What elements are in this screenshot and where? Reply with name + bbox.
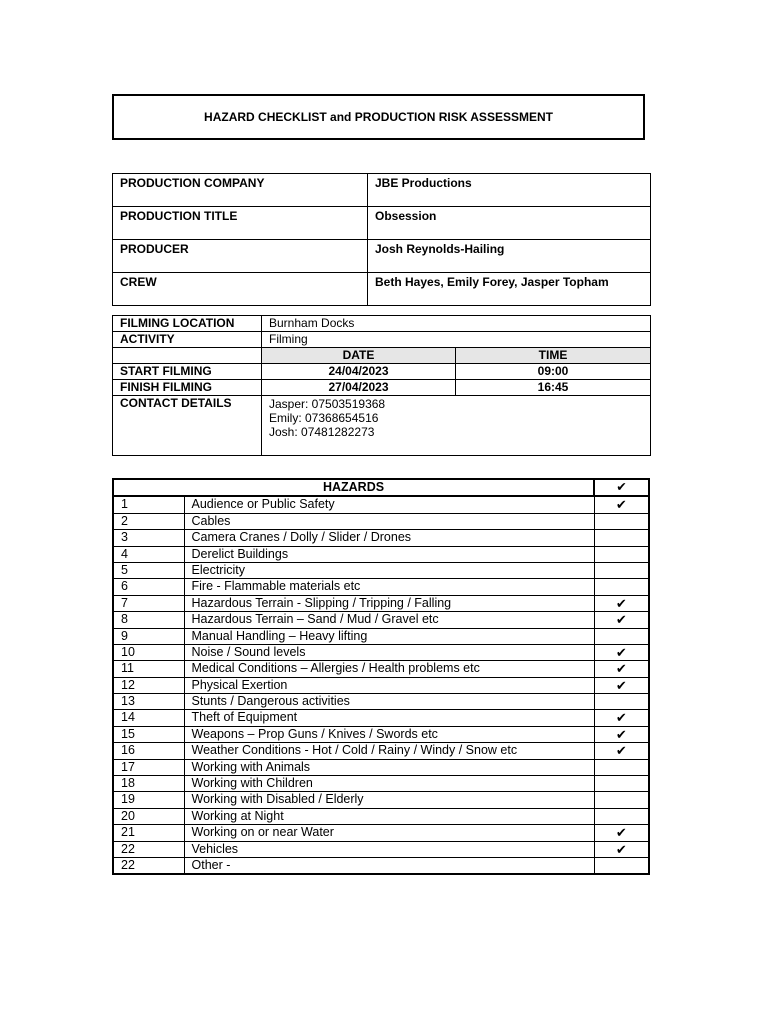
- hazard-label: Weather Conditions - Hot / Cold / Rainy / Windy / Snow etc: [184, 743, 594, 759]
- hazard-label: Working with Disabled / Elderly: [184, 792, 594, 808]
- hazard-number: 7: [113, 595, 184, 611]
- start-row: [113, 364, 651, 380]
- hazard-number: 17: [113, 759, 184, 775]
- hazard-check-cell: [594, 743, 649, 759]
- hazard-check-cell: [594, 710, 649, 726]
- hazard-row: [113, 710, 649, 726]
- hazard-number: 8: [113, 612, 184, 628]
- hazard-row: [113, 661, 649, 677]
- hazard-number: 3: [113, 530, 184, 546]
- hazard-number: 21: [113, 825, 184, 841]
- hazards-header-row: [113, 479, 649, 496]
- production-label: PRODUCER: [113, 240, 368, 273]
- hazard-number: 1: [113, 496, 184, 513]
- hazard-number: 16: [113, 743, 184, 759]
- hazard-row: [113, 841, 649, 857]
- production-row: [113, 174, 651, 207]
- hazard-check-cell: [594, 759, 649, 775]
- hazard-check-cell: [594, 579, 649, 595]
- hazard-check-cell: [594, 808, 649, 824]
- checkmark-icon: ✔: [615, 612, 627, 628]
- hazard-check-cell: [594, 546, 649, 562]
- start-label: START FILMING: [113, 364, 262, 380]
- hazard-label: Working with Animals: [184, 759, 594, 775]
- hazard-number: 6: [113, 579, 184, 595]
- production-label: CREW: [113, 273, 368, 306]
- hazard-label: Working with Children: [184, 776, 594, 792]
- contact-line: Emily: 07368654516: [269, 411, 379, 425]
- hazard-label: Stunts / Dangerous activities: [184, 694, 594, 710]
- hazards-table: [112, 478, 650, 875]
- checkmark-icon: ✔: [615, 841, 627, 857]
- start-date: 24/04/2023: [262, 364, 456, 380]
- hazard-check-cell: [594, 792, 649, 808]
- finish-row: [113, 380, 651, 396]
- hazard-row: [113, 726, 649, 742]
- hazard-label: Working at Night: [184, 808, 594, 824]
- checkmark-icon: ✔: [615, 677, 627, 693]
- production-value: Obsession: [368, 207, 651, 240]
- production-value: JBE Productions: [368, 174, 651, 207]
- date-time-header-row: [113, 348, 651, 364]
- hazard-check-cell: [594, 694, 649, 710]
- hazard-row: [113, 759, 649, 775]
- hazard-label: Vehicles: [184, 841, 594, 857]
- checkmark-icon: ✔: [615, 661, 627, 677]
- checkmark-icon: ✔: [615, 644, 627, 660]
- finish-label: FINISH FILMING: [113, 380, 262, 396]
- activity-label: ACTIVITY: [113, 332, 262, 348]
- hazard-number: 13: [113, 694, 184, 710]
- hazard-label: Working on or near Water: [184, 825, 594, 841]
- contact-details: [262, 396, 651, 456]
- checkmark-icon: ✔: [615, 726, 627, 742]
- hazard-label: Derelict Buildings: [184, 546, 594, 562]
- hazard-row: [113, 825, 649, 841]
- hazard-row: [113, 579, 649, 595]
- check-header-icon: ✔: [594, 479, 649, 496]
- blank-cell: [113, 348, 262, 364]
- hazard-label: Physical Exertion: [184, 677, 594, 693]
- hazard-row: [113, 628, 649, 644]
- hazard-check-cell: [594, 513, 649, 529]
- hazard-number: 11: [113, 661, 184, 677]
- hazard-row: [113, 677, 649, 693]
- hazard-check-cell: [594, 595, 649, 611]
- hazard-row: [113, 513, 649, 529]
- hazard-check-cell: [594, 825, 649, 841]
- hazard-number: 22: [113, 841, 184, 857]
- hazard-row: [113, 595, 649, 611]
- hazard-number: 18: [113, 776, 184, 792]
- document-title: HAZARD CHECKLIST and PRODUCTION RISK ASSESSMENT: [112, 94, 645, 140]
- production-row: [113, 273, 651, 306]
- hazard-check-cell: [594, 661, 649, 677]
- hazards-header: HAZARDS: [113, 479, 594, 496]
- hazard-check-cell: [594, 857, 649, 874]
- hazard-row: [113, 612, 649, 628]
- hazard-number: 14: [113, 710, 184, 726]
- contact-label: CONTACT DETAILS: [113, 396, 262, 456]
- production-value: Josh Reynolds-Hailing: [368, 240, 651, 273]
- filming-details-table: [112, 315, 651, 456]
- hazard-number: 22: [113, 857, 184, 874]
- hazard-check-cell: [594, 612, 649, 628]
- hazard-row: [113, 530, 649, 546]
- hazard-check-cell: [594, 644, 649, 660]
- checkmark-icon: ✔: [615, 743, 627, 759]
- hazard-row: [113, 644, 649, 660]
- hazard-number: 5: [113, 562, 184, 578]
- production-row: [113, 207, 651, 240]
- location-row: [113, 316, 651, 332]
- start-time: 09:00: [456, 364, 651, 380]
- hazard-label: Manual Handling – Heavy lifting: [184, 628, 594, 644]
- hazard-check-cell: [594, 726, 649, 742]
- production-value: Beth Hayes, Emily Forey, Jasper Topham: [368, 273, 651, 306]
- hazard-number: 15: [113, 726, 184, 742]
- hazard-number: 2: [113, 513, 184, 529]
- location-value: Burnham Docks: [262, 316, 651, 332]
- hazard-row: [113, 808, 649, 824]
- hazard-label: Audience or Public Safety: [184, 496, 594, 513]
- checkmark-icon: ✔: [615, 710, 627, 726]
- activity-value: Filming: [262, 332, 651, 348]
- hazard-check-cell: [594, 530, 649, 546]
- hazard-row: [113, 857, 649, 874]
- hazard-check-cell: [594, 496, 649, 513]
- hazard-check-cell: [594, 562, 649, 578]
- hazard-row: [113, 776, 649, 792]
- hazard-label: Other -: [184, 857, 594, 874]
- hazard-row: [113, 496, 649, 513]
- hazard-number: 10: [113, 644, 184, 660]
- hazard-label: Theft of Equipment: [184, 710, 594, 726]
- hazard-label: Fire - Flammable materials etc: [184, 579, 594, 595]
- hazard-row: [113, 562, 649, 578]
- hazard-number: 12: [113, 677, 184, 693]
- production-label: PRODUCTION TITLE: [113, 207, 368, 240]
- hazard-label: Hazardous Terrain – Sand / Mud / Gravel etc: [184, 612, 594, 628]
- production-row: [113, 240, 651, 273]
- location-label: FILMING LOCATION: [113, 316, 262, 332]
- hazard-row: [113, 792, 649, 808]
- production-label: PRODUCTION COMPANY: [113, 174, 368, 207]
- hazard-label: Weapons – Prop Guns / Knives / Swords etc: [184, 726, 594, 742]
- hazard-check-cell: [594, 776, 649, 792]
- contact-row: [113, 396, 651, 456]
- checkmark-icon: ✔: [615, 825, 627, 841]
- hazard-row: [113, 694, 649, 710]
- hazard-label: Hazardous Terrain - Slipping / Tripping / Falling: [184, 595, 594, 611]
- hazard-row: [113, 743, 649, 759]
- hazard-number: 20: [113, 808, 184, 824]
- hazard-number: 19: [113, 792, 184, 808]
- production-info-table: [112, 173, 651, 306]
- activity-row: [113, 332, 651, 348]
- hazard-number: 9: [113, 628, 184, 644]
- checkmark-icon: ✔: [615, 497, 627, 513]
- time-header: TIME: [456, 348, 651, 364]
- hazard-label: Medical Conditions – Allergies / Health problems etc: [184, 661, 594, 677]
- finish-time: 16:45: [456, 380, 651, 396]
- hazard-label: Camera Cranes / Dolly / Slider / Drones: [184, 530, 594, 546]
- hazard-check-cell: [594, 628, 649, 644]
- checkmark-icon: ✔: [615, 595, 627, 611]
- hazard-label: Noise / Sound levels: [184, 644, 594, 660]
- finish-date: 27/04/2023: [262, 380, 456, 396]
- hazard-check-cell: [594, 677, 649, 693]
- hazard-label: Cables: [184, 513, 594, 529]
- hazard-label: Electricity: [184, 562, 594, 578]
- hazard-number: 4: [113, 546, 184, 562]
- contact-line: Josh: 07481282273: [269, 425, 375, 439]
- hazard-check-cell: [594, 841, 649, 857]
- hazard-row: [113, 546, 649, 562]
- date-header: DATE: [262, 348, 456, 364]
- contact-line: Jasper: 07503519368: [269, 397, 386, 411]
